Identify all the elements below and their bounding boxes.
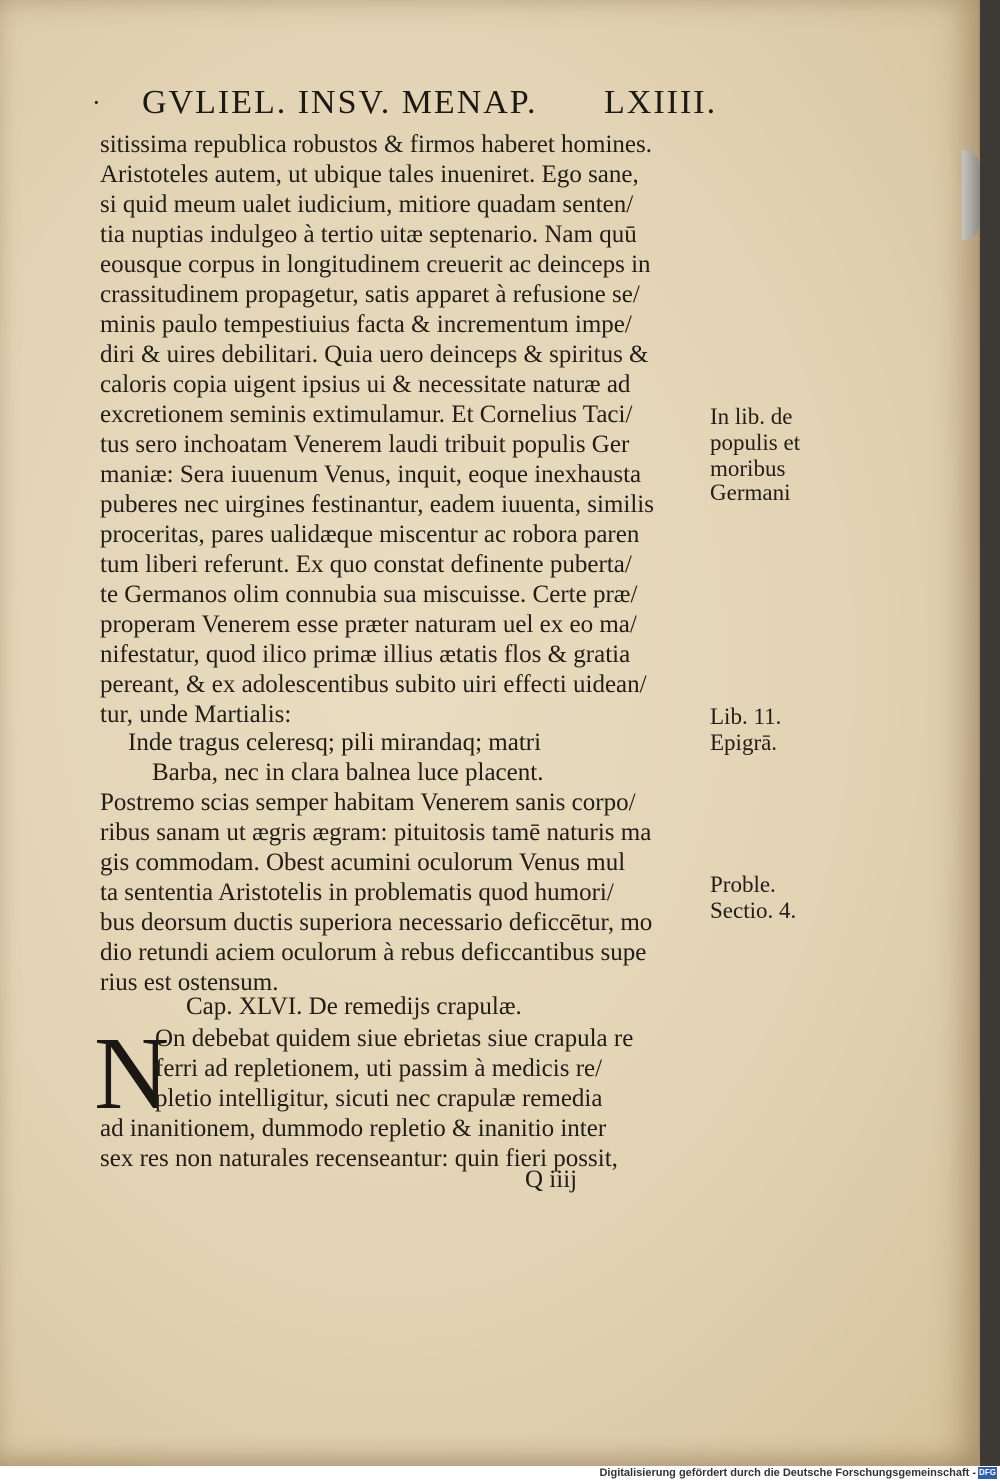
- dfg-logo-icon: DFG: [979, 1468, 996, 1477]
- margin-note-line: moribus: [710, 456, 786, 481]
- margin-note-line: Lib. 11.: [710, 704, 782, 729]
- text-line: sex res non naturales recenseantur: quin fieri possit,: [100, 1145, 618, 1172]
- text-line: tur, unde Martialis:: [100, 701, 292, 728]
- text-line: minis paulo tempestiuius facta & incrementum impe/: [100, 311, 632, 338]
- text-line: proceritas, pares ualidæque miscentur ac robora paren: [100, 521, 640, 548]
- text-line: ad inanitionem, dummodo repletio & inanitio inter: [100, 1115, 607, 1142]
- text-line: caloris copia uigent ipsius ui & necessitate naturæ ad: [100, 371, 631, 398]
- margin-note-line: In lib. de: [710, 404, 793, 429]
- text-line: gis commodam. Obest acumini oculorum Venus mul: [100, 849, 626, 876]
- text-line: tus sero inchoatam Venerem laudi tribuit populis Ger: [100, 431, 630, 458]
- text-line: On debebat quidem siue ebrietas siue crapula re: [155, 1025, 634, 1052]
- text-line: Aristoteles autem, ut ubique tales inueniret. Ego sane,: [100, 161, 639, 188]
- margin-note-line: Epigrā.: [710, 730, 778, 755]
- text-line: maniæ: Sera iuuenum Venus, inquit, eoque inexhausta: [100, 461, 642, 488]
- page-header: [92, 84, 718, 124]
- text-line: crassitudinem propagetur, satis apparet à refusione se/: [100, 281, 640, 308]
- margin-note-line: Sectio. 4.: [710, 898, 797, 923]
- footer-credit: Digitalisierung gefördert durch die Deutsche Forschungsgemeinschaft -: [599, 1467, 976, 1479]
- text-line: tum liberi referunt. Ex quo constat definente puberta/: [100, 551, 632, 578]
- text-line: bus deorsum ductis superiora necessario deficcētur, mo: [100, 909, 653, 936]
- text-line: excretionem seminis extimulamur. Et Cornelius Taci/: [100, 401, 633, 428]
- text-line: rius est ostensum.: [100, 969, 279, 996]
- text-line: pletio intelligitur, sicuti nec crapulæ remedia: [155, 1085, 603, 1112]
- text-line: dio retundi aciem oculorum à rebus deficcantibus supe: [100, 939, 647, 966]
- folio-number: LXIIII.: [604, 84, 718, 121]
- text-line: diri & uires debilitari. Quia uero deinceps & spiritus &: [100, 341, 649, 368]
- text-line: sitissima republica robustos & firmos haberet homines.: [100, 131, 652, 158]
- text-line: eousque corpus in longitudinem creuerit ac deinceps in: [100, 251, 651, 278]
- verse-line: Inde tragus celeresq; pili mirandaq; matri: [128, 729, 542, 756]
- page-clip: [962, 150, 980, 240]
- text-line: nifestatur, quod ilico primæ illius ætatis flos & gratia: [100, 641, 631, 668]
- text-line: tia nuptias indulgeo à tertio uitæ septenario. Nam quū: [100, 221, 637, 248]
- margin-note-line: Germani: [710, 480, 791, 505]
- text-line: puberes nec uirgines festinantur, eadem iuuenta, similis: [100, 491, 654, 518]
- text-line: pereant, & ex adolescentibus subito uiri effecti uidean/: [100, 671, 647, 698]
- verse-line: Barba, nec in clara balnea luce placent.: [152, 759, 544, 786]
- header-dot: ·: [92, 88, 103, 117]
- text-line: Postremo scias semper habitam Venerem sanis corpo/: [100, 789, 636, 816]
- text-line: si quid meum ualet iudicium, mitiore quadam senten/: [100, 191, 634, 218]
- text-line: te Germanos olim connubia sua miscuisse. Certe præ/: [100, 581, 638, 608]
- running-title: GVLIEL. INSV. MENAP.: [142, 84, 538, 121]
- text-line: ferri ad repletionem, uti passim à medicis re/: [155, 1055, 603, 1082]
- text-line: properam Venerem esse præter naturam uel ex eo ma/: [100, 611, 637, 638]
- text-line: ta sententia Aristotelis in problematis quod humori/: [100, 879, 614, 906]
- chapter-heading: Cap. XLVI. De remedijs crapulæ.: [186, 993, 522, 1020]
- margin-note-line: populis et: [710, 430, 801, 455]
- margin-note-line: Proble.: [710, 872, 776, 897]
- drop-cap: N: [94, 1016, 170, 1131]
- signature-mark: Q iiij: [525, 1166, 578, 1193]
- text-line: ribus sanam ut ægris ægram: pituitosis tamē naturis ma: [100, 819, 652, 846]
